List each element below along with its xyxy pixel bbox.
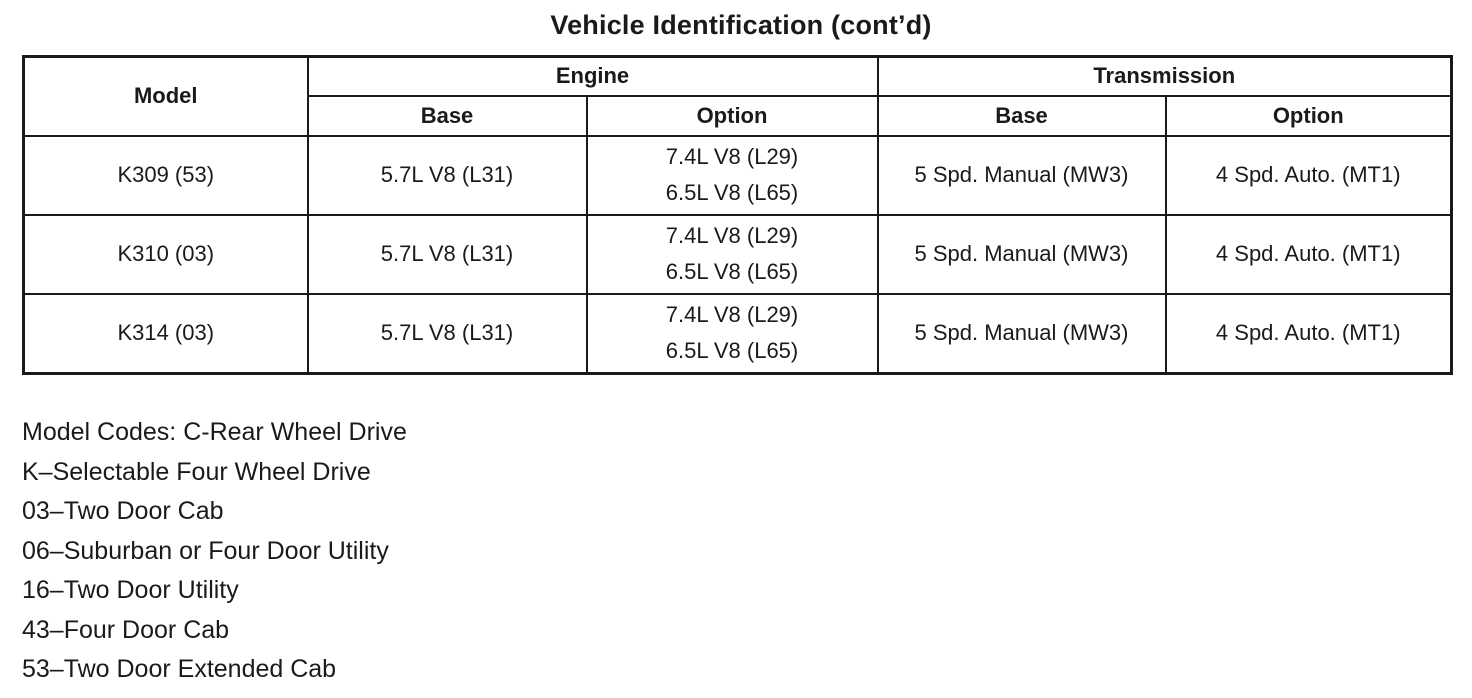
vehicle-identification-table	[22, 55, 1453, 375]
model-code-item: 53–Two Door Extended Cab	[22, 655, 337, 683]
table-row	[24, 136, 1452, 215]
model-codes-list	[22, 413, 407, 690]
model-code-item: 43–Four Door Cab	[22, 615, 230, 644]
cell-trans-base: 5 Spd. Manual (MW3)	[878, 215, 1166, 294]
model-code-item: 16–Two Door Utility	[22, 576, 239, 604]
engine-option-line: 7.4L V8 (L29)	[665, 302, 799, 327]
model-code-item: 03–Two Door Cab	[22, 497, 224, 525]
header-engine-base: Base	[308, 96, 587, 136]
model-code-item: Model Codes: C-Rear Wheel Drive	[22, 418, 407, 446]
page-title: Vehicle Identification (cont’d)	[550, 10, 932, 40]
cell-engine-base: 5.7L V8 (L31)	[308, 294, 587, 374]
cell-engine-option	[587, 136, 878, 215]
engine-option-line: 7.4L V8 (L29)	[665, 144, 799, 169]
cell-trans-base: 5 Spd. Manual (MW3)	[878, 136, 1166, 215]
cell-model: K309 (53)	[24, 136, 308, 215]
model-code-item: K–Selectable Four Wheel Drive	[22, 457, 371, 486]
cell-engine-option	[587, 215, 878, 294]
header-trans-base: Base	[878, 96, 1166, 136]
header-transmission: Transmission	[878, 57, 1452, 96]
cell-engine-base: 5.7L V8 (L31)	[308, 136, 587, 215]
model-code-item: 06–Suburban or Four Door Utility	[22, 536, 389, 565]
engine-option-line: 6.5L V8 (L65)	[665, 180, 799, 205]
cell-trans-option: 4 Spd. Auto. (MT1)	[1166, 215, 1452, 294]
table-header-row-1	[24, 57, 1452, 96]
engine-option-line: 7.4L V8 (L29)	[665, 223, 799, 248]
table-row	[24, 294, 1452, 374]
cell-trans-base: 5 Spd. Manual (MW3)	[878, 294, 1166, 374]
header-model: Model	[24, 57, 308, 136]
header-trans-option: Option	[1166, 96, 1452, 136]
engine-option-line: 6.5L V8 (L65)	[665, 338, 799, 363]
cell-model: K314 (03)	[24, 294, 308, 374]
table-row	[24, 215, 1452, 294]
cell-engine-option	[587, 294, 878, 374]
engine-option-line: 6.5L V8 (L65)	[665, 259, 799, 284]
cell-trans-option: 4 Spd. Auto. (MT1)	[1166, 294, 1452, 374]
header-engine: Engine	[308, 57, 878, 96]
cell-trans-option: 4 Spd. Auto. (MT1)	[1166, 136, 1452, 215]
header-engine-option: Option	[587, 96, 878, 136]
cell-engine-base: 5.7L V8 (L31)	[308, 215, 587, 294]
cell-model: K310 (03)	[24, 215, 308, 294]
